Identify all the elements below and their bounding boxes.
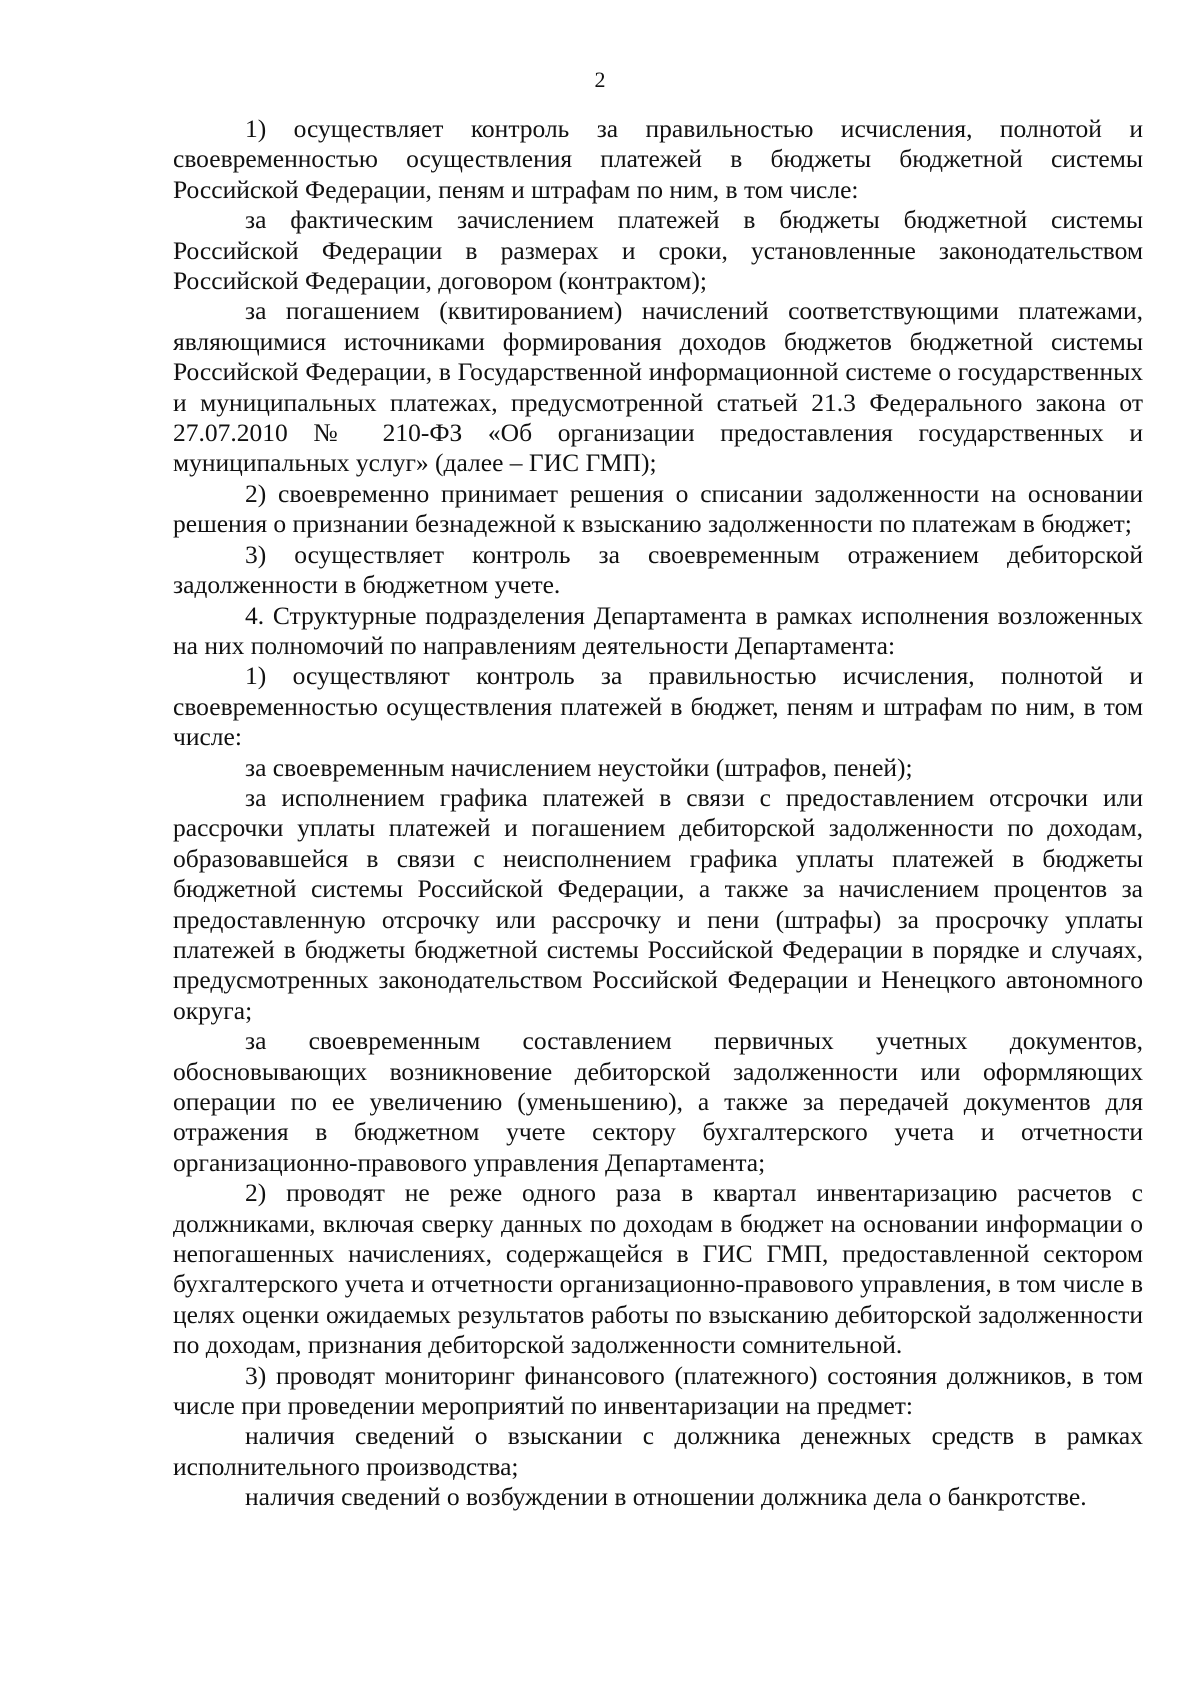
paragraph-1-2: 2) своевременно принимает решения о списании задолженности на основании решения о признании безнадежной к взысканию задолженности по платежам в бюджет; (173, 478, 1143, 539)
paragraph-4-2: 2) проводят не реже одного раза в квартал инвентаризацию расчетов с должниками, включая сверку данных по доходам в бюджет на основании информации о непогашенных начислениях, содержащейся в ГИС ГМП, предоставленной сектором бухгалтерского учета и отчетности организационно-правового управления, в том числе в целях оценки ожидаемых результатов работы по взысканию дебиторской задолженности по доходам, признания дебиторской задолженности сомнительной. (173, 1178, 1143, 1360)
paragraph-penalty-accrual: за своевременным начислением неустойки (штрафов, пеней); (245, 752, 913, 782)
paragraph-4: 4. Структурные подразделения Департамента в рамках исполнения возложенных на них полномочий по направлениям деятельности Департамента: (173, 600, 1143, 660)
page-number: 2 (594, 67, 606, 92)
paragraph-actual-crediting: за фактическим зачислением платежей в бюджеты бюджетной системы Российской Федерации в размерах и сроки, установленные законодательством Российской Федерации, договором (контрактом); (173, 205, 1143, 296)
paragraph-4-1: 1) осуществляют контроль за правильностью исчисления, полнотой и своевременностью осуществления платежей в бюджет, пеням и штрафам по ним, в том числе: (173, 661, 1143, 752)
paragraph-primary-documents: за своевременным составлением первичных учетных документов, обосновывающих возникновение дебиторской задолженности или оформляющих операции по ее увеличению (уменьшению), а также за передачей документов для отражения в бюджетном учете сектору бухгалтерского учета и отчетности организационно-правового управления Департамента; (173, 1026, 1143, 1177)
paragraph-bankruptcy: наличия сведений о возбуждении в отношении должника дела о банкротстве. (245, 1482, 1087, 1512)
paragraph-payment-schedule: за исполнением графика платежей в связи с предоставлением отсрочки или рассрочки уплаты платежей и погашением дебиторской задолженности по доходам, образовавшейся в связи с неисполнением графика уплаты платежей в бюджеты бюджетной системы Российской Федерации, а также за начислением процентов за предоставленную отсрочку или рассрочку и пени (штрафы) за просрочку уплаты платежей в бюджеты бюджетной системы Российской Федерации в порядке и случаях, предусмотренных законодательством Российской Федерации и Ненецкого автономного округа; (173, 782, 1143, 1025)
paragraph-quittance: за погашением (квитированием) начислений соответствующими платежами, являющимися источниками формирования доходов бюджетов бюджетной системы Российской Федерации, в Государственной информационной системе о государственных и муниципальных платежах, предусмотренной статьей 21.3 Федерального закона от 27.07.2010 № 210-ФЗ «Об организации предоставления государственных и муниципальных услуг» (далее – ГИС ГМП); (173, 296, 1143, 478)
paragraph-1-1: 1) осуществляет контроль за правильностью исчисления, полнотой и своевременностью осуществления платежей в бюджеты бюджетной системы Российской Федерации, пеням и штрафам по ним, в том числе: (173, 114, 1143, 204)
paragraph-enforcement: наличия сведений о взыскании с должника денежных средств в рамках исполнительного производства; (173, 1421, 1143, 1481)
paragraph-4-3: 3) проводят мониторинг финансового (платежного) состояния должников, в том числе при проведении мероприятий по инвентаризации на предмет: (173, 1360, 1143, 1421)
document-body (173, 114, 1143, 1513)
paragraph-1-3: 3) осуществляет контроль за своевременным отражением дебиторской задолженности в бюджетном учете. (173, 539, 1143, 600)
